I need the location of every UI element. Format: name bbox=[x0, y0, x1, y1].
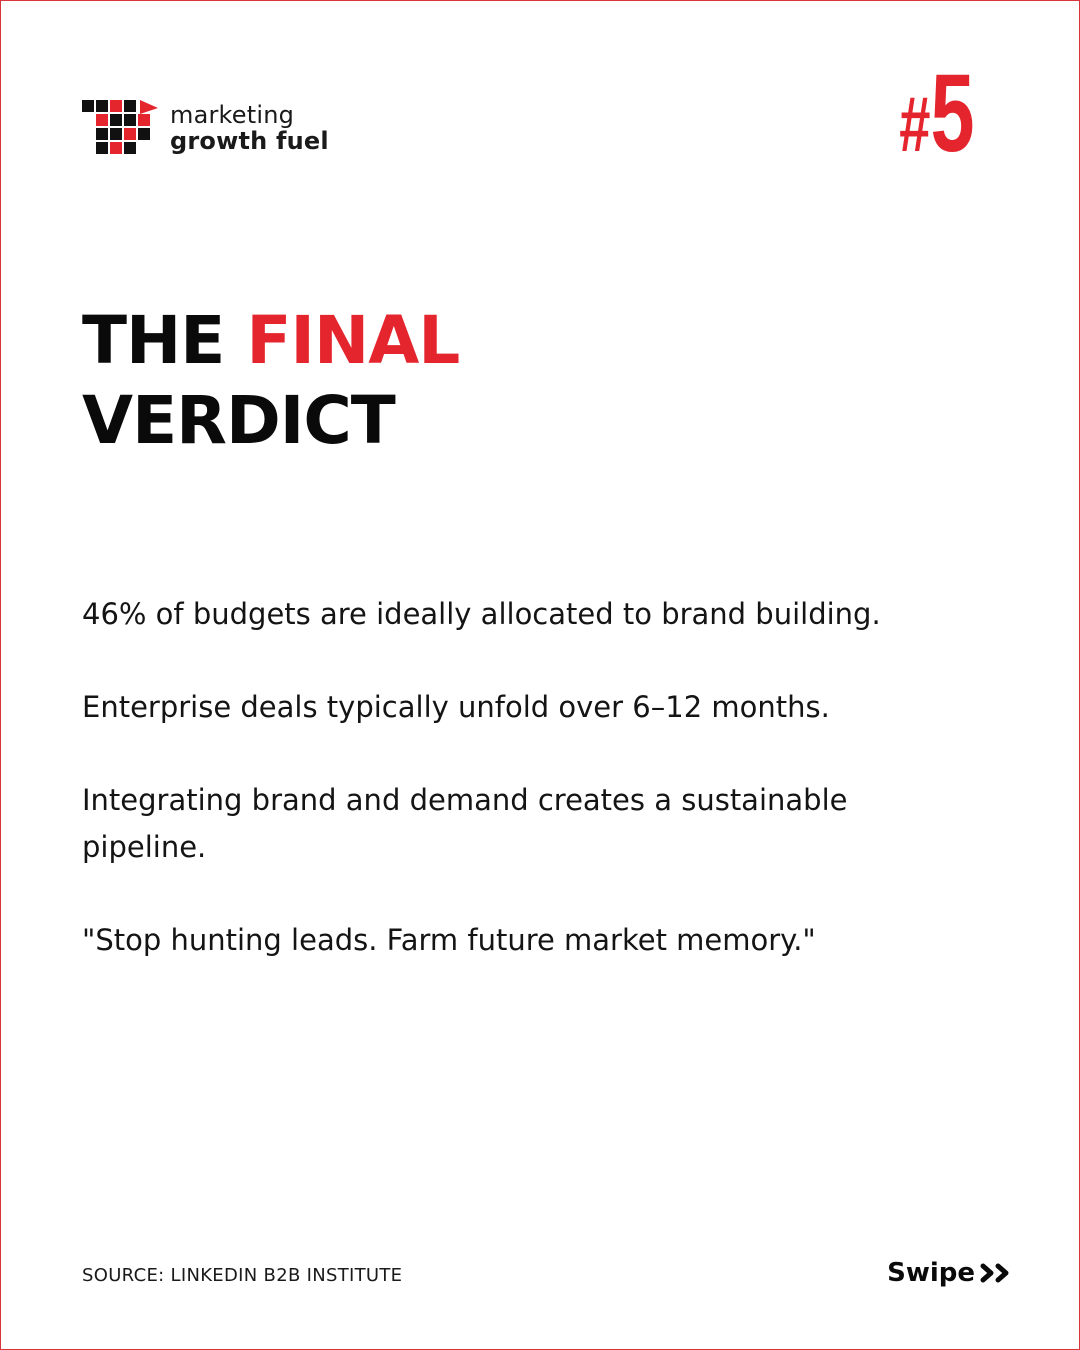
body-paragraph: Integrating brand and demand creates a sustainable pipeline. bbox=[82, 783, 848, 864]
swipe-button[interactable] bbox=[887, 1258, 1015, 1288]
brand-name-line1: marketing bbox=[170, 101, 295, 129]
title-word-the: THE bbox=[82, 302, 225, 379]
slide-number bbox=[899, 52, 975, 175]
body-paragraph: Enterprise deals typically unfold over 6–12 months. bbox=[82, 690, 830, 724]
brand-logo bbox=[82, 100, 329, 156]
brand-name bbox=[170, 102, 329, 154]
pixel-arrow-logo-icon bbox=[82, 100, 158, 156]
slide-number-hash: # bbox=[899, 80, 931, 168]
title-word-final: FINAL bbox=[246, 302, 460, 379]
brand-name-line2: growth fuel bbox=[170, 127, 329, 155]
body-paragraph: 46% of budgets are ideally allocated to brand building. bbox=[82, 597, 881, 631]
title-line2: VERDICT bbox=[82, 382, 395, 459]
double-chevron-right-icon bbox=[979, 1263, 1015, 1283]
slide-number-value: 5 bbox=[930, 52, 975, 175]
title-line1 bbox=[82, 301, 459, 381]
body-text bbox=[82, 591, 942, 964]
page-title bbox=[82, 301, 459, 461]
source-citation: SOURCE: LINKEDIN B2B INSTITUTE bbox=[82, 1265, 403, 1286]
body-quote: "Stop hunting leads. Farm future market memory." bbox=[82, 923, 816, 957]
swipe-label: Swipe bbox=[887, 1258, 975, 1288]
